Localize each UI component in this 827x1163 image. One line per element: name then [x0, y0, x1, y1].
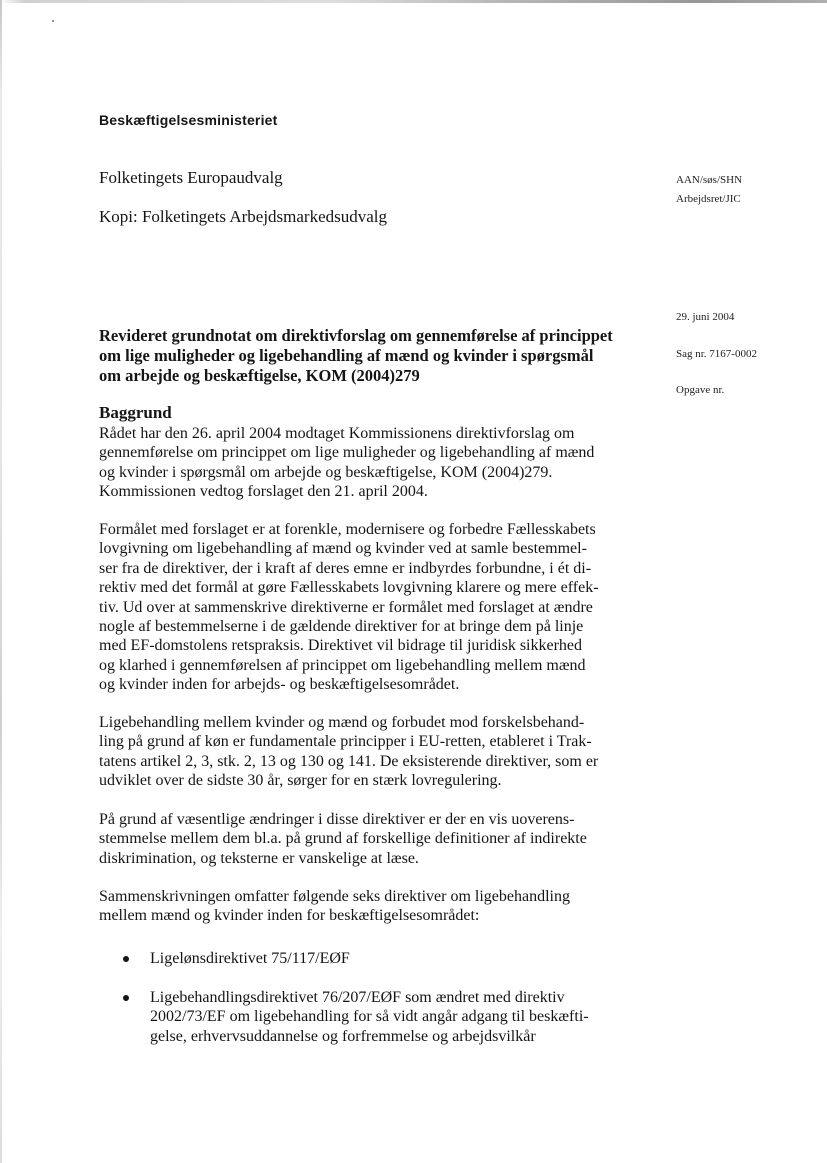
- text-line: diskrimination, og teksterne er vanskelige at læse.: [99, 849, 419, 867]
- text-line: med EF-domstolens retspraksis. Direktivet vil bidrage til juridisk sikkerhed: [99, 637, 583, 655]
- document-title: [99, 326, 629, 386]
- text-line: gennemførelse om princippet om lige muligheder og ligebehandling af mænd: [99, 444, 595, 462]
- text-line: mellem mænd og kvinder inden for beskæftigelsesområdet:: [99, 907, 480, 925]
- paragraph-3: [99, 713, 629, 791]
- text-line: Kommissionen vedtog forslaget den 21. april 2004.: [99, 483, 428, 501]
- text-line: nogle af bestemmelserne i de gældende direktiver for at bringe dem på linje: [99, 618, 584, 636]
- text-line: og kvinder inden for arbejds- og beskæftigelsesområdet.: [99, 676, 460, 694]
- list-item: [99, 949, 629, 968]
- reference-department: Arbejdsret/JIC: [676, 193, 741, 205]
- scan-speck: [52, 20, 54, 22]
- section-heading: Baggrund: [99, 403, 172, 422]
- recipient: Folketingets Europaudvalg: [99, 168, 283, 187]
- case-number: Sag nr. 7167-0002: [676, 348, 757, 360]
- paragraph-1: [99, 424, 629, 502]
- text-line: tiv. Ud over at sammenskrive direktiverne er formålet med forslaget at ændre: [99, 598, 593, 616]
- task-number-label: Opgave nr.: [676, 384, 725, 396]
- ministry-name: Beskæftigelsesministeriet: [99, 112, 278, 128]
- text-line: Sammenskrivningen omfatter følgende seks direktiver om ligebehandling: [99, 888, 570, 905]
- scan-edge-top: [0, 0, 827, 3]
- paragraph-4: [99, 810, 629, 868]
- text-line: På grund af væsentlige ændringer i disse direktiver er der en vis uoverens-: [99, 811, 575, 828]
- bullet-icon: [123, 995, 129, 1001]
- directive-list: [99, 949, 629, 968]
- text-line: lovgivning om ligebehandling af mænd og kvinder ved at samle bestemmel-: [99, 540, 587, 558]
- bullet-icon: [123, 956, 129, 962]
- text-line: 2002/73/EF om ligebehandling for så vidt angår adgang til beskæfti-: [150, 1008, 589, 1026]
- list-item: [99, 988, 629, 1046]
- text-line: rektiv med det formål at gøre Fællesskabets lovgivning klarere og mere effek-: [99, 579, 599, 597]
- title-line: om lige muligheder og ligebehandling af mænd og kvinder i spørgsmål: [99, 346, 594, 365]
- text-line: og kvinder i spørgsmål om arbejde og beskæftigelse, KOM (2004)279.: [99, 463, 553, 481]
- title-line: Revideret grundnotat om direktivforslag om gennemførelse af princippet: [99, 326, 613, 345]
- text-line: stemmelse mellem dem bl.a. på grund af forskellige definitioner af indirekte: [99, 830, 587, 848]
- text-line: udviklet over de sidste 30 år, sørger for en stærk lovregulering.: [99, 772, 502, 790]
- text-line: gelse, erhvervsuddannelse og forfremmelse og arbejdsvilkår: [150, 1027, 536, 1045]
- reference-initials: AAN/søs/SHN: [676, 174, 743, 186]
- paragraph-2: [99, 520, 629, 695]
- text-line: og klarhed i gennemførelsen af princippet om ligebehandling mellem mænd: [99, 656, 586, 674]
- text-line: Ligebehandlingsdirektivet 76/207/EØF som ændret med direktiv: [150, 989, 565, 1006]
- copy-recipient: Kopi: Folketingets Arbejdsmarkedsudvalg: [99, 207, 388, 226]
- text-line: Ligelønsdirektivet 75/117/EØF: [150, 950, 350, 967]
- directive-list: [99, 988, 629, 1046]
- paragraph-5: [99, 887, 629, 926]
- text-line: Rådet har den 26. april 2004 modtaget Kommissionens direktivforslag om: [99, 425, 575, 442]
- text-line: ser fra de direktiver, der i kraft af deres emne er indbyrdes forbundne, i ét di-: [99, 559, 592, 577]
- scan-edge-left: [0, 0, 2, 1163]
- text-line: Ligebehandling mellem kvinder og mænd og forbudet mod forskelsbehand-: [99, 714, 585, 731]
- document-date: 29. juni 2004: [676, 311, 735, 323]
- text-line: tatens artikel 2, 3, stk. 2, 13 og 130 og 141. De eksisterende direktiver, som er: [99, 752, 599, 770]
- text-line: Formålet med forslaget er at forenkle, modernisere og forbedre Fællesskabets: [99, 521, 596, 538]
- title-line: om arbejde og beskæftigelse, KOM (2004)279: [99, 366, 420, 385]
- text-line: ling på grund af køn er fundamentale principper i EU-retten, etableret i Trak-: [99, 733, 592, 751]
